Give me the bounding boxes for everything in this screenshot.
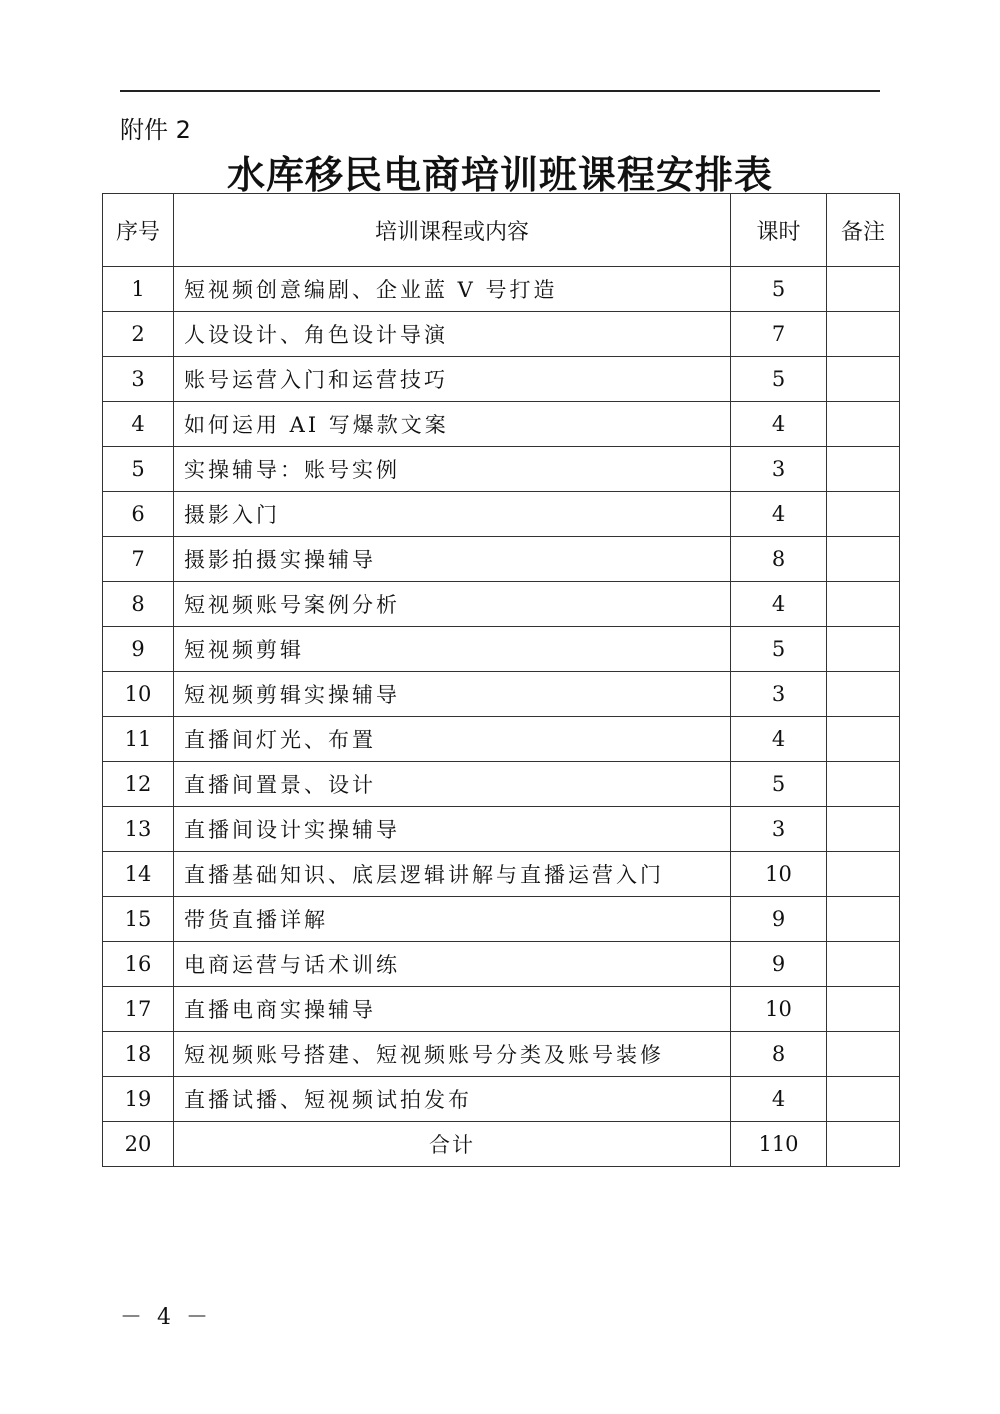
row-content: 短视频创意编剧、企业蓝 V 号打造 [174, 267, 731, 312]
row-hours: 5 [731, 267, 827, 312]
table-row [103, 807, 900, 852]
row-note [827, 447, 900, 492]
header-content: 培训课程或内容 [174, 194, 731, 267]
row-hours: 5 [731, 627, 827, 672]
row-content: 实操辅导：账号实例 [174, 447, 731, 492]
row-content: 人设设计、角色设计导演 [174, 312, 731, 357]
row-content: 直播间置景、设计 [174, 762, 731, 807]
row-content: 直播间设计实操辅导 [174, 807, 731, 852]
row-content: 短视频账号案例分析 [174, 582, 731, 627]
row-hours: 4 [731, 1077, 827, 1122]
page-number: － 4 － [120, 1305, 212, 1330]
row-hours: 4 [731, 402, 827, 447]
row-note [827, 312, 900, 357]
row-note [827, 402, 900, 447]
row-no: 6 [103, 492, 174, 537]
row-hours: 9 [731, 942, 827, 987]
row-no: 1 [103, 267, 174, 312]
total-hours: 110 [731, 1122, 827, 1167]
row-no: 2 [103, 312, 174, 357]
row-note [827, 942, 900, 987]
table-row [103, 447, 900, 492]
row-note [827, 492, 900, 537]
table-row [103, 672, 900, 717]
table-header-row [103, 194, 900, 267]
row-hours: 3 [731, 672, 827, 717]
row-content: 短视频账号搭建、短视频账号分类及账号装修 [174, 1032, 731, 1077]
row-no: 7 [103, 537, 174, 582]
header-hours: 课时 [731, 194, 827, 267]
row-note [827, 537, 900, 582]
row-no: 11 [103, 717, 174, 762]
total-row [103, 1122, 900, 1167]
row-no: 15 [103, 897, 174, 942]
row-no: 16 [103, 942, 174, 987]
top-rule [120, 90, 880, 92]
row-hours: 4 [731, 492, 827, 537]
table-row [103, 852, 900, 897]
row-note [827, 672, 900, 717]
row-hours: 9 [731, 897, 827, 942]
row-no: 8 [103, 582, 174, 627]
row-note [827, 267, 900, 312]
row-content: 直播试播、短视频试拍发布 [174, 1077, 731, 1122]
table-row [103, 987, 900, 1032]
row-content: 如何运用 AI 写爆款文案 [174, 402, 731, 447]
course-schedule-table [102, 193, 900, 1167]
row-content: 短视频剪辑 [174, 627, 731, 672]
row-hours: 10 [731, 852, 827, 897]
row-no: 3 [103, 357, 174, 402]
total-note [827, 1122, 900, 1167]
row-no: 12 [103, 762, 174, 807]
table-row [103, 312, 900, 357]
row-hours: 10 [731, 987, 827, 1032]
row-hours: 8 [731, 1032, 827, 1077]
row-hours: 3 [731, 807, 827, 852]
table-row [103, 492, 900, 537]
row-no: 9 [103, 627, 174, 672]
row-hours: 3 [731, 447, 827, 492]
row-note [827, 717, 900, 762]
row-hours: 7 [731, 312, 827, 357]
row-hours: 5 [731, 762, 827, 807]
row-note [827, 897, 900, 942]
row-content: 直播间灯光、布置 [174, 717, 731, 762]
table-row [103, 627, 900, 672]
row-content: 直播电商实操辅导 [174, 987, 731, 1032]
row-no: 4 [103, 402, 174, 447]
row-note [827, 1032, 900, 1077]
row-note [827, 852, 900, 897]
row-note [827, 762, 900, 807]
table-row [103, 582, 900, 627]
table-row [103, 402, 900, 447]
row-content: 带货直播详解 [174, 897, 731, 942]
row-no: 17 [103, 987, 174, 1032]
attachment-label: 附件 2 [120, 116, 191, 144]
row-content: 摄影入门 [174, 492, 731, 537]
row-note [827, 807, 900, 852]
row-hours: 5 [731, 357, 827, 402]
row-content: 摄影拍摄实操辅导 [174, 537, 731, 582]
table-row [103, 537, 900, 582]
row-note [827, 987, 900, 1032]
total-no: 20 [103, 1122, 174, 1167]
total-label: 合计 [174, 1122, 731, 1167]
row-content: 电商运营与话术训练 [174, 942, 731, 987]
table-row [103, 897, 900, 942]
table-row [103, 717, 900, 762]
row-no: 18 [103, 1032, 174, 1077]
row-no: 10 [103, 672, 174, 717]
row-note [827, 627, 900, 672]
row-hours: 8 [731, 537, 827, 582]
row-hours: 4 [731, 582, 827, 627]
row-note [827, 1077, 900, 1122]
row-note [827, 582, 900, 627]
table-row [103, 1032, 900, 1077]
header-no: 序号 [103, 194, 174, 267]
row-note [827, 357, 900, 402]
table-row [103, 1077, 900, 1122]
document-title: 水库移民电商培训班课程安排表 [226, 153, 773, 197]
row-no: 19 [103, 1077, 174, 1122]
row-content: 账号运营入门和运营技巧 [174, 357, 731, 402]
table-row [103, 762, 900, 807]
header-note: 备注 [827, 194, 900, 267]
row-no: 14 [103, 852, 174, 897]
table-row [103, 357, 900, 402]
table-row [103, 267, 900, 312]
table-row [103, 942, 900, 987]
row-hours: 4 [731, 717, 827, 762]
row-no: 5 [103, 447, 174, 492]
row-content: 短视频剪辑实操辅导 [174, 672, 731, 717]
row-content: 直播基础知识、底层逻辑讲解与直播运营入门 [174, 852, 731, 897]
row-no: 13 [103, 807, 174, 852]
